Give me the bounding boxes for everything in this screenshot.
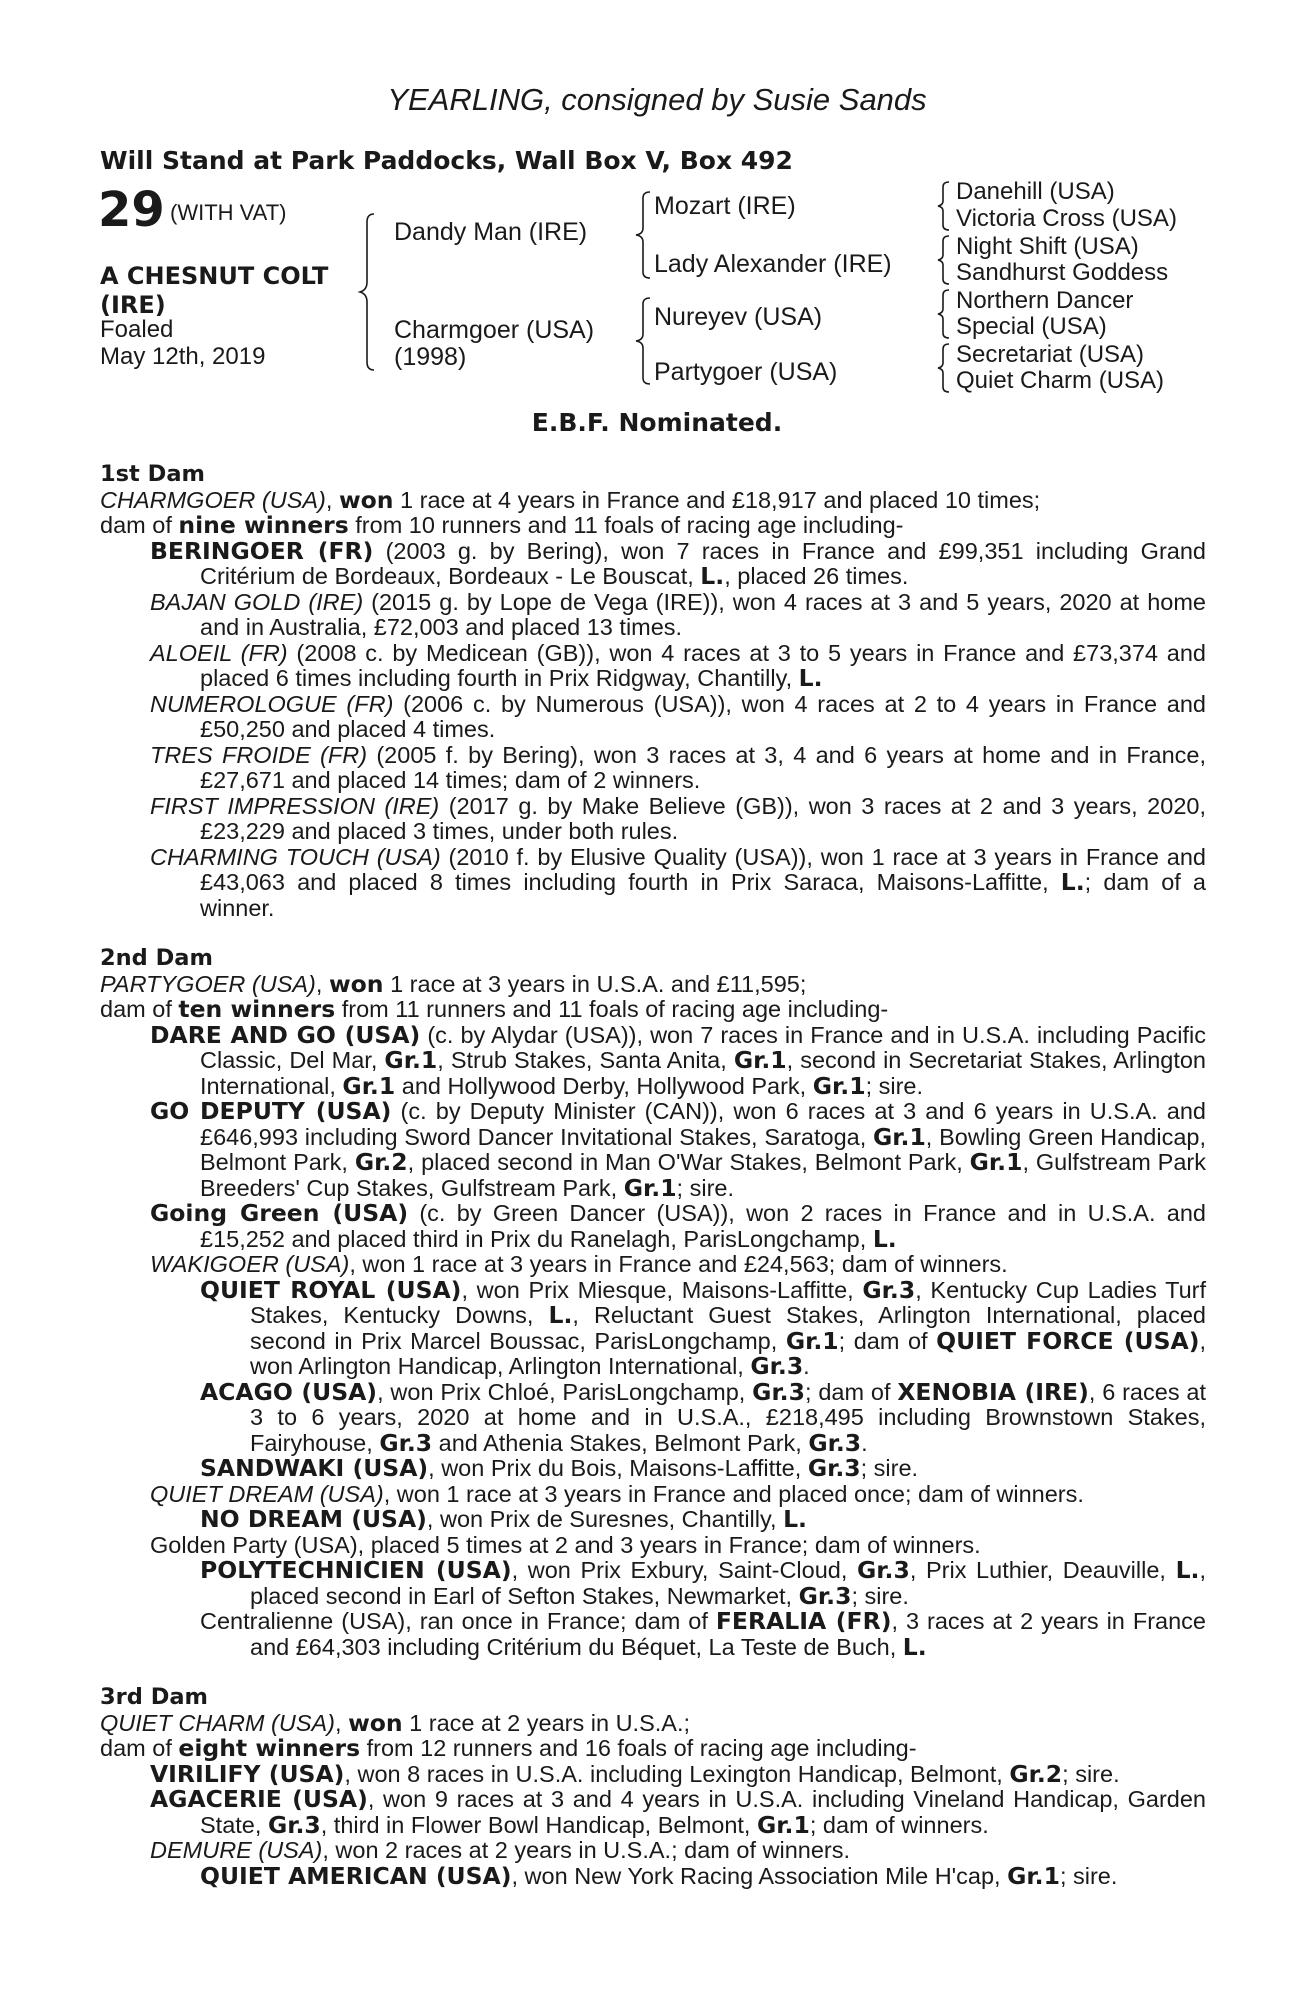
progeny-entry	[150, 1838, 1206, 1864]
pedigree-brace-g3-4	[936, 342, 952, 394]
grand-progeny-entry	[200, 1861, 1206, 1890]
progeny-entry	[150, 1252, 1206, 1278]
stand-location: Will Stand at Park Paddocks, Wall Box V, Box 492	[100, 146, 793, 175]
winners-count: nine winners	[178, 511, 349, 539]
dam-name: QUIET CHARM (USA)	[100, 1709, 335, 1736]
grade: Gr.2	[354, 1148, 408, 1176]
text: Centralienne (USA), ran once in France; dam of	[200, 1608, 716, 1634]
first-dam-produce	[100, 513, 1206, 539]
grade: L.	[1060, 868, 1085, 896]
horse-name: XENOBIA (IRE)	[897, 1377, 1089, 1406]
grade: L.	[700, 562, 725, 590]
grade: Gr.3	[807, 1454, 861, 1482]
text: ; dam of	[838, 1327, 937, 1354]
text: ; sire.	[860, 1455, 919, 1481]
horse-description: A CHESNUT COLT (IRE)	[100, 262, 329, 319]
horse-name: QUIET FORCE (USA)	[936, 1326, 1200, 1355]
text: , placed second in Man O'War Stakes, Belmont Park,	[407, 1149, 970, 1175]
text: (2006 c. by Numerous (USA)), won 4 races at 2 to 4 years in France and £50,250 and placed 4 times.	[200, 690, 1206, 742]
grade: Gr.1	[969, 1148, 1023, 1176]
grade: L.	[783, 1505, 807, 1533]
sire: Dandy Man (IRE)	[394, 218, 588, 246]
sire-dam: Lady Alexander (IRE)	[654, 250, 892, 278]
text: , placed 26 times.	[724, 563, 909, 589]
grand-progeny-entry	[200, 1507, 1206, 1533]
text: (2005 f. by Bering), won 3 races at 3, 4 and 6 years at home and in France, £27,671 and placed 14 times; dam of 2 winners.	[200, 741, 1206, 793]
horse-name: POLYTECHNICIEN (USA)	[200, 1556, 512, 1584]
text: ; dam of	[804, 1378, 898, 1405]
horse-name: VIRILIFY (USA)	[150, 1759, 345, 1788]
grade: Gr.3	[808, 1428, 862, 1457]
g3-ancestor: Quiet Charm (USA)	[956, 367, 1165, 394]
g3-ancestor: Night Shift (USA)	[956, 233, 1139, 260]
text: , Prix Luthier, Deauville,	[909, 1557, 1176, 1583]
grade: L.	[798, 664, 823, 692]
grade: Gr.1	[1007, 1861, 1060, 1890]
text: and Athenia Stakes, Belmont Park,	[432, 1429, 809, 1456]
text: , 6 races at 3 to 6 years, 2020 at home and in U.S.A., £218,495 including Brownstown Stakes, Fairyhouse,	[250, 1378, 1207, 1456]
progeny-entry: Golden Party (USA), placed 5 times at 2 and 3 years in France; dam of winners.	[150, 1531, 981, 1558]
pedigree-brace-g3-2	[936, 234, 952, 286]
text: dam of	[100, 1735, 179, 1761]
second-dam-summary: PARTYGOER (USA), won 1 race at 3 years in U.S.A. and £11,595;	[100, 969, 807, 998]
grade: Gr.3	[379, 1428, 433, 1457]
horse-name: TRES FROIDE (FR)	[150, 741, 368, 768]
grand-progeny-entry: QUIET ROYAL (USA), won Prix Miesque, Maisons-Laffitte, Gr.3, Kentucky Cup Ladies Turf Stakes, Kentucky Downs, L., Reluctant Guest Stakes, Arlington International, placed second in Prix Marcel Boussac, ParisLongchamp, Gr.1; dam of QUIET FORCE (USA), won Arlington Handicap, Arlington International, Gr.3.	[200, 1275, 1207, 1380]
progeny-entry	[150, 1787, 1206, 1838]
text: , Gulfstream Park Breeders' Cup Stakes, Gulfstream Park,	[200, 1149, 1206, 1201]
dam: Charmgoer (USA)	[394, 316, 595, 344]
won-label: won	[328, 969, 384, 998]
horse-name: ACAGO (USA)	[200, 1377, 378, 1406]
second-dam-produce	[100, 997, 1206, 1023]
third-dam-heading: 3rd Dam	[100, 1684, 208, 1710]
horse-name: FIRST IMPRESSION (IRE)	[150, 792, 440, 819]
text: , won 1 race at 3 years in France and £24,563; dam of winners.	[349, 1251, 1008, 1277]
text: and Hollywood Derby, Hollywood Park,	[395, 1072, 813, 1099]
third-dam-produce	[100, 1736, 1206, 1762]
text: , won Prix du Bois, Maisons-Laffitte,	[428, 1455, 808, 1481]
text: ; sire.	[865, 1072, 924, 1099]
grade: L.	[872, 1224, 897, 1253]
dam-name: CHARMGOER (USA)	[100, 486, 326, 513]
second-dam-heading: 2nd Dam	[100, 945, 213, 971]
dam-year: (1998)	[394, 343, 467, 371]
progeny-entry	[150, 743, 1206, 794]
pedigree-brace-g3-3	[936, 288, 952, 340]
foaled-label: Foaled	[100, 316, 174, 343]
text: , Strub Stakes, Santa Anita,	[437, 1047, 734, 1073]
ebf-nominated: E.B.F. Nominated.	[531, 408, 783, 437]
text: (2003 g. by Bering), won 7 races in France and £99,351 including Grand Critérium de Bordeaux, Bordeaux - Le Bouscat,	[200, 537, 1206, 589]
horse-name: DEMURE (USA)	[150, 1837, 323, 1863]
grade: Gr.3	[750, 1352, 804, 1380]
horse-name: WAKIGOER (USA)	[150, 1251, 350, 1277]
foaled-info	[100, 316, 265, 370]
text: (c. by Green Dancer (USA)), won 2 races in France and in U.S.A. and £15,252 and placed third in Prix du Ranelagh, ParisLongchamp,	[200, 1200, 1206, 1252]
dam-name: PARTYGOER (USA)	[100, 970, 316, 997]
text: (2017 g. by Make Believe (GB)), won 3 races at 2 and 3 years, 2020, £23,229 and placed 3 times, under both rules.	[200, 792, 1206, 844]
horse-name: GO DEPUTY (USA)	[150, 1097, 392, 1125]
grade: L.	[1175, 1556, 1200, 1584]
grade: Gr.1	[733, 1046, 787, 1074]
grade: Gr.3	[862, 1275, 916, 1304]
text: ; sire.	[1059, 1862, 1118, 1889]
grand-progeny-entry	[200, 1456, 1206, 1482]
won-label: won	[338, 485, 394, 514]
grade: Gr.1	[872, 1122, 926, 1151]
text: ; dam of winners.	[809, 1811, 989, 1838]
grand-progeny-entry: ACAGO (USA), won Prix Chloé, ParisLongchamp, Gr.3; dam of XENOBIA (IRE), 6 races at 3 to 6 years, 2020 at home and in U.S.A., £218,495 including Brownstown Stakes, Fairyhouse, Gr.3 and Athenia Stakes, Belmont Park, Gr.3.	[200, 1377, 1207, 1457]
grade: L.	[902, 1632, 927, 1661]
grade: Gr.3	[857, 1556, 910, 1584]
text: (c. by Alydar (USA)), won 7 races in France and in U.S.A. including Pacific Classic, Del Mar,	[200, 1021, 1206, 1073]
progeny-entry	[150, 1201, 1206, 1252]
grade: Gr.1	[812, 1071, 866, 1100]
progeny-entry	[150, 641, 1206, 692]
summary-text: 1 race at 2 years in U.S.A.;	[402, 1709, 691, 1736]
horse-name: BAJAN GOLD (IRE)	[150, 588, 364, 615]
text: , won Prix Chloé, ParisLongchamp,	[377, 1378, 753, 1405]
progeny-entry	[150, 590, 1206, 641]
g3-ancestor: Northern Dancer	[956, 287, 1134, 314]
text: , placed second in Earl of Sefton Stakes, Newmarket,	[250, 1557, 1206, 1609]
text: ; sire.	[676, 1174, 735, 1201]
text: from 11 runners and 11 foals of racing age including-	[335, 996, 889, 1022]
progeny-entry	[150, 1099, 1206, 1201]
text: ; sire.	[851, 1582, 909, 1609]
horse-name: NUMEROLOGUE (FR)	[150, 690, 394, 717]
progeny-entry	[150, 692, 1206, 743]
progeny-entry	[150, 845, 1206, 922]
text: , second in Secretariat Stakes, Arlington International,	[200, 1047, 1206, 1099]
winners-count: eight winners	[178, 1734, 361, 1762]
horse-name: QUIET DREAM (USA)	[150, 1480, 384, 1507]
progeny-entry	[150, 1759, 1206, 1788]
horse-name: DARE AND GO (USA)	[150, 1020, 421, 1049]
progeny-entry	[150, 1020, 1206, 1100]
text: , Bowling Green Handicap, Belmont Park,	[200, 1123, 1206, 1175]
first-dam-heading: 1st Dam	[100, 461, 205, 487]
horse-name: AGACERIE (USA)	[150, 1785, 368, 1813]
g3-ancestor: Sandhurst Goddess	[956, 259, 1169, 286]
horse-name: QUIET ROYAL (USA)	[200, 1275, 462, 1304]
text: ; sire.	[1062, 1760, 1120, 1787]
horse-name: FERALIA (FR)	[715, 1607, 892, 1635]
text: dam of	[100, 996, 179, 1022]
summary-text: 1 race at 4 years in France and £18,917 and placed 10 times;	[393, 486, 1041, 513]
third-dam-summary: QUIET CHARM (USA), won 1 race at 2 years in U.S.A.;	[100, 1708, 691, 1737]
grade: Gr.1	[757, 1810, 810, 1839]
summary-text: 1 race at 3 years in U.S.A. and £11,595;	[383, 970, 807, 997]
g3-ancestor: Danehill (USA)	[956, 178, 1115, 205]
grade: Gr.1	[342, 1071, 396, 1100]
horse-name: CHARMING TOUCH (USA)	[150, 843, 441, 870]
progeny-entry	[150, 1482, 1206, 1508]
pedigree-brace-dam	[634, 296, 654, 386]
won-label: won	[348, 1708, 403, 1737]
text: , won Arlington Handicap, Arlington International,	[250, 1327, 1206, 1379]
sire-sire: Mozart (IRE)	[654, 192, 796, 220]
dam-dam: Partygoer (USA)	[654, 358, 838, 386]
progeny-entry	[150, 536, 1206, 590]
text: , won New York Racing Association Mile H'cap,	[511, 1862, 1008, 1889]
vat-note: (WITH VAT)	[170, 200, 287, 225]
foaled-date: May 12th, 2019	[100, 343, 266, 370]
text: , won 8 races in U.S.A. including Lexington Handicap, Belmont,	[344, 1760, 1010, 1787]
grade: Gr.3	[752, 1377, 805, 1406]
page-title: YEARLING, consigned by Susie Sands	[387, 82, 927, 117]
text: (c. by Deputy Minister (CAN)), won 6 races at 3 and 6 years in U.S.A. and £646,993 including Sword Dancer Invitational Stakes, Saratoga,	[200, 1098, 1207, 1150]
text: , Kentucky Cup Ladies Turf Stakes, Kentucky Downs,	[250, 1276, 1207, 1328]
horse-name: ALOEIL (FR)	[150, 639, 288, 666]
dam-sire: Nureyev (USA)	[654, 303, 823, 331]
g3-ancestor: Victoria Cross (USA)	[956, 205, 1177, 232]
pedigree-notes	[100, 462, 1206, 1889]
text: , Reluctant Guest Stakes, Arlington International, placed second in Prix Marcel Boussac, ParisLongchamp,	[250, 1302, 1207, 1354]
text: dam of	[100, 512, 179, 538]
text: , 3 races at 2 years in France and £64,303 including Critérium du Béquet, La Teste de Buch,	[250, 1608, 1207, 1660]
text: , third in Flower Bowl Handicap, Belmont,	[320, 1811, 757, 1838]
text: from 10 runners and 11 foals of racing age including-	[348, 512, 904, 538]
winners-count: ten winners	[178, 995, 336, 1023]
horse-name: SANDWAKI (USA)	[200, 1454, 429, 1482]
horse-name: BERINGOER (FR)	[150, 536, 374, 565]
grade: L.	[548, 1301, 573, 1329]
pedigree-brace-g3-1	[936, 180, 952, 232]
g3-ancestor: Secretariat (USA)	[956, 341, 1145, 368]
text: , won 9 races at 3 and 4 years in U.S.A. including Vineland Handicap, Garden State,	[200, 1786, 1206, 1838]
text: , won 2 races at 2 years in U.S.A.; dam of winners.	[322, 1837, 851, 1863]
lot-number: 29	[98, 182, 165, 238]
pedigree-brace-sire	[634, 190, 654, 280]
progeny-entry	[150, 794, 1206, 845]
horse-name: NO DREAM (USA)	[200, 1505, 427, 1533]
text: , won Prix Exbury, Saint-Cloud,	[511, 1557, 858, 1583]
grade: Gr.2	[1009, 1759, 1063, 1788]
text: from 12 runners and 16 foals of racing age including-	[360, 1735, 917, 1761]
text: , won Prix de Suresnes, Chantilly,	[426, 1506, 784, 1532]
text: ; dam of a winner.	[200, 869, 1207, 921]
horse-name: QUIET AMERICAN (USA)	[200, 1861, 512, 1890]
pedigree-brace-main	[358, 212, 378, 372]
grand-progeny-entry	[200, 1558, 1206, 1609]
grade: Gr.1	[623, 1173, 677, 1202]
grade: Gr.1	[785, 1326, 839, 1355]
g3-ancestor: Special (USA)	[956, 313, 1107, 340]
grade: Gr.1	[384, 1046, 438, 1074]
horse-name: Going Green (USA)	[150, 1199, 409, 1227]
text: , won 1 race at 3 years in France and placed once; dam of winners.	[383, 1480, 1084, 1507]
grand-progeny-entry	[200, 1609, 1206, 1660]
text: , won Prix Miesque, Maisons-Laffitte,	[461, 1276, 863, 1303]
first-dam-summary: CHARMGOER (USA), won 1 race at 4 years in France and £18,917 and placed 10 times;	[100, 485, 1041, 514]
grade: Gr.3	[798, 1581, 852, 1610]
grade: Gr.3	[267, 1810, 321, 1839]
text: (2010 f. by Elusive Quality (USA)), won 1 race at 3 years in France and £43,063 and placed 8 times including fourth in Prix Saraca, Maisons-Laffitte,	[200, 843, 1207, 895]
text: (2008 c. by Medicean (GB)), won 4 races at 3 to 5 years in France and £73,374 and placed 6 times including fourth in Prix Ridgway, Chantilly,	[200, 639, 1206, 691]
text: (2015 g. by Lope de Vega (IRE)), won 4 races at 3 and 5 years, 2020 at home and in Australia, £72,003 and placed 13 times.	[200, 588, 1206, 640]
